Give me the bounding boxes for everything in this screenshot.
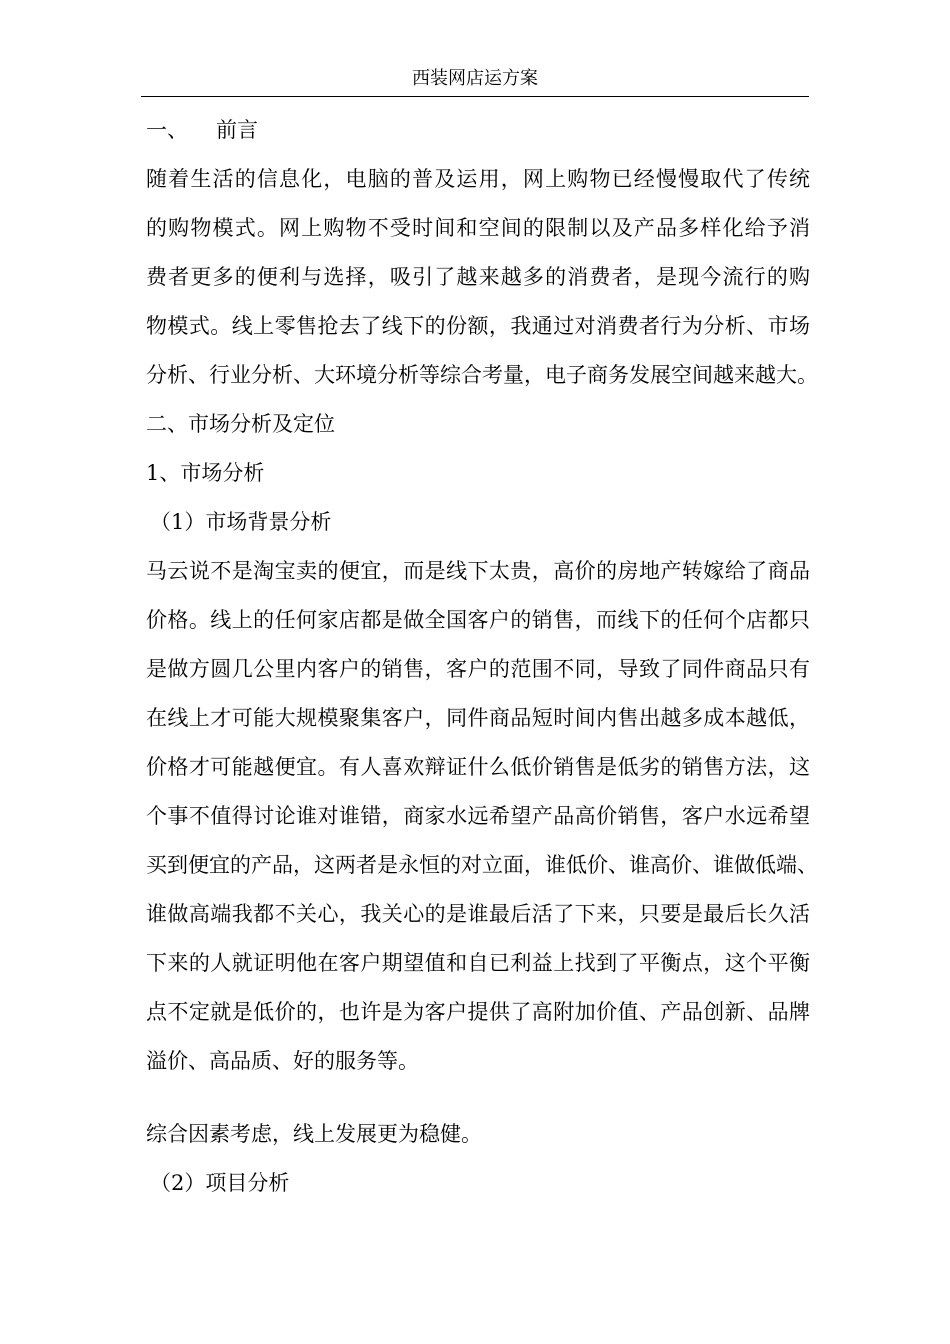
- paragraph-line: 价格才可能越便宜。有人喜欢辩证什么低价销售是低劣的销售方法，这: [146, 755, 810, 779]
- section-heading-market: 二、市场分析及定位: [146, 412, 335, 436]
- paragraph-line: 马云说不是淘宝卖的便宜，而是线下太贵，高价的房地产转嫁给了商品: [146, 559, 810, 583]
- paragraph-line: 是做方圆几公里内客户的销售，客户的范围不同，导致了同件商品只有: [146, 657, 810, 681]
- paragraph-line: 价格。线上的任何家店都是做全国客户的销售，而线下的任何个店都只: [146, 608, 810, 632]
- paragraph-line: 物模式。线上零售抢去了线下的份额，我通过对消费者行为分析、市场: [146, 314, 810, 338]
- paragraph-line: 分析、行业分析、大环境分析等综合考量，电子商务发展空间越来越大。: [146, 363, 818, 387]
- paragraph-line: 的购物模式。网上购物不受时间和空间的限制以及产品多样化给予消: [146, 216, 810, 240]
- subsection-heading-market-background: （1）市场背景分析: [150, 510, 332, 534]
- subsection-heading-project-analysis: （2）项目分析: [150, 1171, 290, 1195]
- header-title: 西装网店运方案: [412, 68, 538, 89]
- paragraph-line: 点不定就是低价的，也许是为客户提供了高附加价值、产品创新、品牌: [146, 1000, 810, 1024]
- page-header: [141, 66, 809, 97]
- subsection-heading-market-analysis: 1、市场分析: [146, 461, 265, 485]
- paragraph-line: 溢价、高品质、好的服务等。: [146, 1049, 419, 1073]
- paragraph-line: 买到便宜的产品，这两者是永恒的对立面，谁低价、谁高价、谁做低端、: [146, 853, 818, 877]
- paragraph-line: 下来的人就证明他在客户期望值和自已利益上找到了平衡点，这个平衡: [146, 951, 810, 975]
- paragraph-line: 在线上才可能大规模聚集客户，同件商品短时间内售出越多成本越低，: [146, 706, 810, 730]
- conclusion-line: 综合因素考虑，线上发展更为稳健。: [146, 1122, 482, 1146]
- section-heading-preface: [146, 118, 810, 142]
- paragraph-line: 费者更多的便利与选择，吸引了越来越多的消费者，是现今流行的购: [146, 265, 810, 289]
- section-title: 前言: [216, 118, 258, 142]
- document-body: [146, 118, 818, 1220]
- paragraph-line: 个事不值得讨论谁对谁错，商家水远希望产品高价销售，客户水远希望: [146, 804, 810, 828]
- section-number: 一、: [146, 118, 188, 142]
- paragraph-line: 随着生活的信息化，电脑的普及运用，网上购物已经慢慢取代了传统: [146, 167, 810, 191]
- paragraph-line: 谁做高端我都不关心，我关心的是谁最后活了下来，只要是最后长久活: [146, 902, 810, 926]
